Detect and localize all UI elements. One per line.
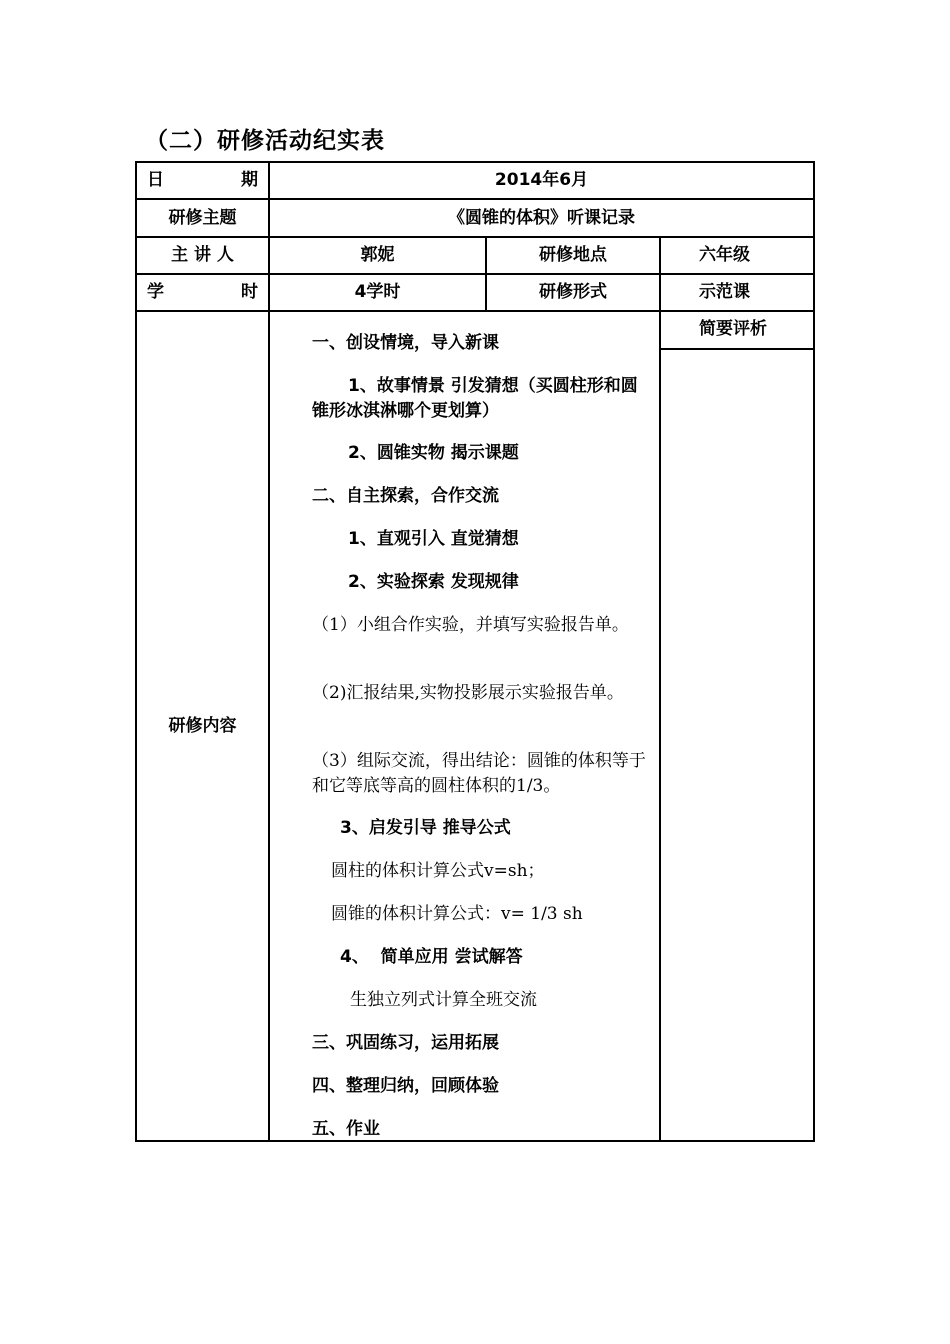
section-4-heading: 四、整理归纳，回顾体验 xyxy=(312,1076,499,1096)
hours-value: 4学时 xyxy=(354,282,401,302)
document-title: （二）研修活动纪实表 xyxy=(145,128,385,154)
speaker-value: 郭妮 xyxy=(360,245,395,265)
hours-label-left: 学 xyxy=(147,282,164,302)
date-value: 2014年6月 xyxy=(494,170,589,190)
section-5-heading: 五、作业 xyxy=(312,1119,380,1139)
section-2-item-2: 2、实验探索 发现规律 xyxy=(348,572,519,592)
content-label: 研修内容 xyxy=(168,716,237,736)
cone-volume-formula: 圆锥的体积计算公式：v= 1/3 sh xyxy=(331,904,583,924)
experiment-step-1: （1）小组合作实验，并填写实验报告单。 xyxy=(312,615,629,635)
hours-label-right: 时 xyxy=(241,282,258,302)
experiment-step-2: （2)汇报结果,实物投影展示实验报告单。 xyxy=(312,683,624,703)
experiment-step-3: （3）组际交流，得出结论：圆锥的体积等于和它等底等高的圆柱体积的1/3。 xyxy=(312,751,646,796)
row-divider xyxy=(135,198,815,200)
section-2-heading: 二、自主探索，合作交流 xyxy=(312,486,499,506)
date-label-left: 日 xyxy=(147,170,164,190)
theme-value: 《圆锥的体积》听课记录 xyxy=(448,208,635,228)
cylinder-volume-formula: 圆柱的体积计算公式v=sh； xyxy=(331,861,545,881)
location-label: 研修地点 xyxy=(539,245,607,265)
form-label: 研修形式 xyxy=(539,282,607,302)
section-1-item-1: 1、故事情景 引发猜想（买圆柱形和圆锥形冰淇淋哪个更划算） xyxy=(312,376,638,421)
section-2-item-3: 3、启发引导 推导公式 xyxy=(340,818,511,838)
date-label-right: 期 xyxy=(241,170,258,190)
review-column-divider xyxy=(659,236,661,1142)
table-border-left xyxy=(135,161,137,1142)
section-1-heading: 一、创设情境，导入新课 xyxy=(312,333,499,353)
section-2-item-1: 1、直观引入 直觉猜想 xyxy=(348,529,519,549)
section-2-item-4: 4、 简单应用 尝试解答 xyxy=(340,947,523,967)
row-divider xyxy=(135,273,815,275)
speaker-label: 主 讲 人 xyxy=(171,245,234,265)
section-3-heading: 三、巩固练习，运用拓展 xyxy=(312,1033,499,1053)
table-border-right xyxy=(813,161,815,1142)
section-2-item-4-text: 生独立列式计算全班交流 xyxy=(350,990,537,1010)
row-divider xyxy=(135,236,815,238)
review-header-divider xyxy=(659,348,815,350)
section-1-item-2: 2、圆锥实物 揭示课题 xyxy=(348,443,519,463)
form-value: 示范课 xyxy=(699,282,750,302)
table-border-top xyxy=(135,161,815,163)
location-value: 六年级 xyxy=(699,245,750,265)
label-column-divider xyxy=(268,161,270,1142)
row-divider xyxy=(135,310,815,312)
review-label: 简要评析 xyxy=(699,319,767,339)
theme-label: 研修主题 xyxy=(168,208,237,228)
